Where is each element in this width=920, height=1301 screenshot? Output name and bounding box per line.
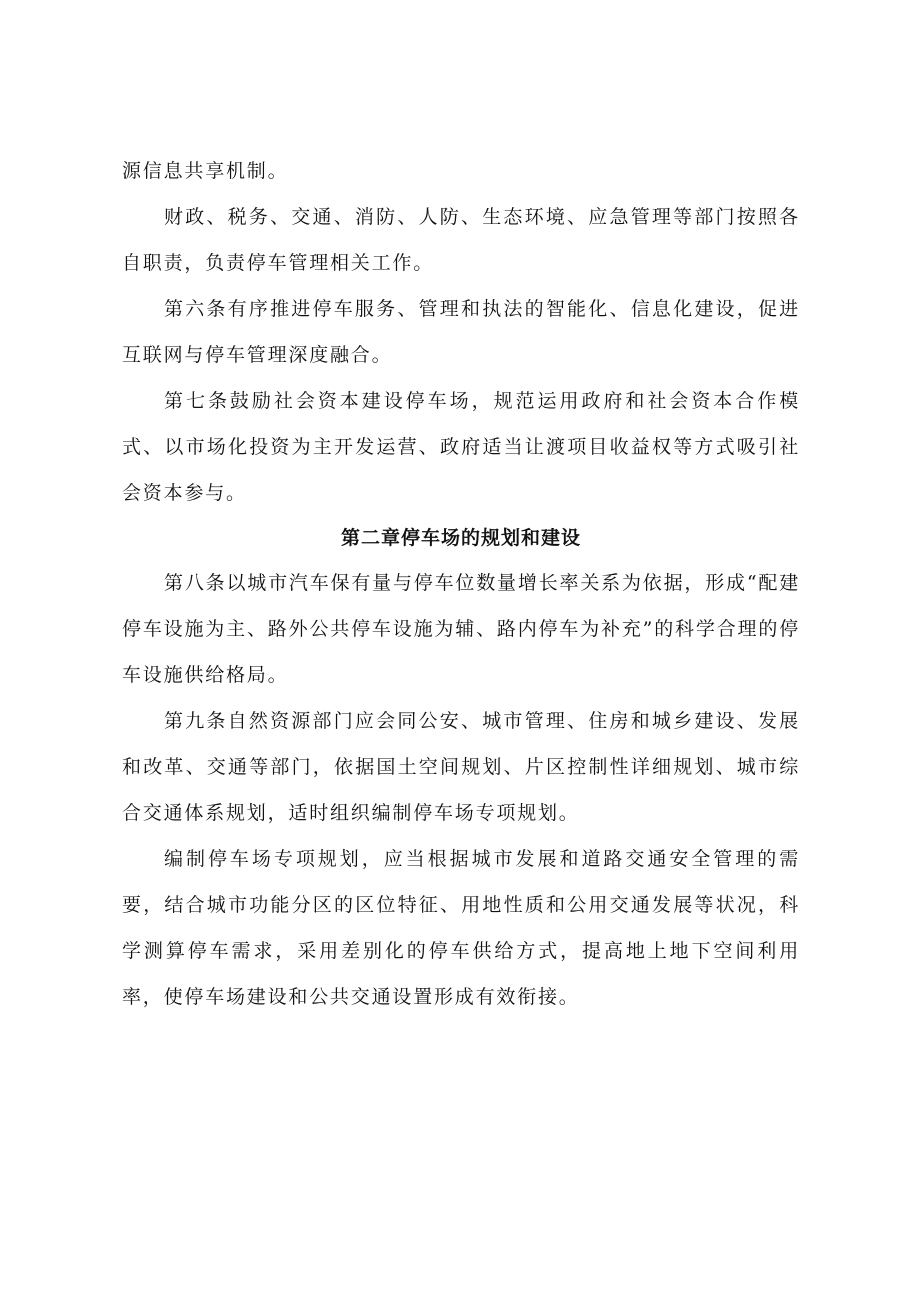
paragraph-article-8: 第八条以城市汽车保有量与停车位数量增长率关系为依据，形成“配建停车设施为主、路外公共停车设施为辅、路内停车为补充”的科学合理的停车设施供给格局。 — [122, 572, 800, 686]
paragraph-article-7: 第七条鼓励社会资本建设停车场，规范运用政府和社会资本合作模式、以市场化投资为主开发运营、政府适当让渡项目收益权等方式吸引社会资本参与。 — [122, 390, 800, 504]
paragraph-article-6: 第六条有序推进停车服务、管理和执法的智能化、信息化建设，促进互联网与停车管理深度融合。 — [122, 298, 800, 366]
paragraph-special-plan: 编制停车场专项规划，应当根据城市发展和道路交通安全管理的需要，结合城市功能分区的区位特征、用地性质和公用交通发展等状况，科学测算停车需求，采用差别化的停车供给方式，提高地上地下空间利用率，使停车场建设和公共交通设置形成有效衔接。 — [122, 848, 800, 1008]
document-body — [122, 148, 800, 1020]
paragraph-continuation: 源信息共享机制。 — [122, 160, 289, 182]
paragraph-departments-duties: 财政、税务、交通、消防、人防、生态环境、应急管理等部门按照各自职责，负责停车管理相关工作。 — [122, 206, 800, 274]
chapter-heading: 第二章停车场的规划和建设 — [340, 527, 581, 549]
paragraph-article-9: 第九条自然资源部门应会同公安、城市管理、住房和城乡建设、发展和改革、交通等部门，依据国土空间规划、片区控制性详细规划、城市综合交通体系规划，适时组织编制停车场专项规划。 — [122, 710, 800, 824]
